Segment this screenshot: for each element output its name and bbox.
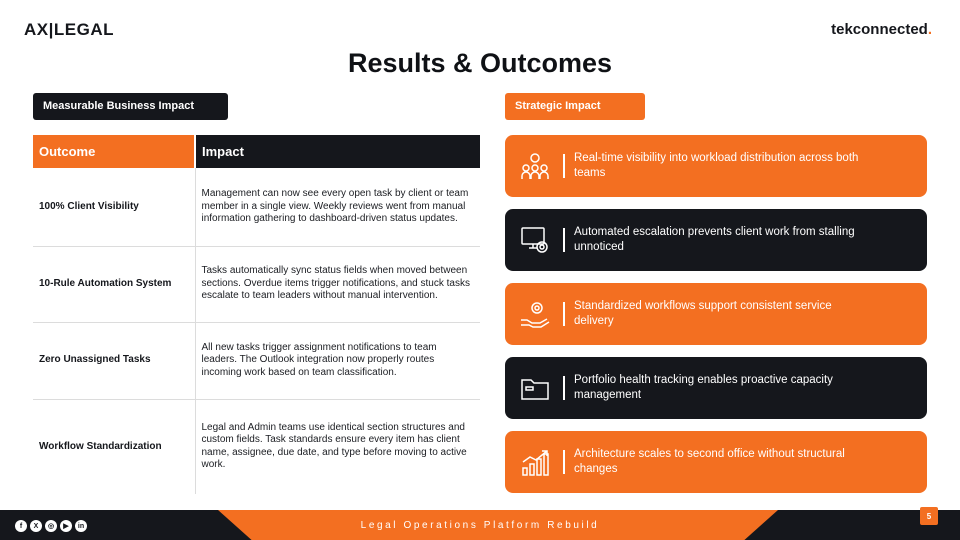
team-gear-icon xyxy=(518,149,552,183)
card-divider xyxy=(563,302,565,326)
growth-chart-icon xyxy=(518,445,552,479)
youtube-icon[interactable]: ▶ xyxy=(60,520,72,532)
impact-cell: All new tasks trigger assignment notifications to team leaders. The Outlook integration now properly routes incoming work based on team classification. xyxy=(195,322,480,399)
table-header-row xyxy=(33,135,480,168)
table-row xyxy=(33,246,480,322)
impact-cell: Tasks automatically sync status fields when moved between sections. Overdue items trigger notifications, and stuck tasks escalate to team leaders without manual intervention. xyxy=(195,246,480,322)
strategic-card xyxy=(505,357,927,419)
card-text: Automated escalation prevents client work from stalling unnoticed xyxy=(574,226,855,253)
tekconnected-logo-dot: . xyxy=(927,21,932,38)
card-text: Real-time visibility into workload distribution across both teams xyxy=(574,152,859,179)
card-divider xyxy=(563,228,565,252)
linkedin-icon[interactable]: in xyxy=(75,520,87,532)
table-row xyxy=(33,399,480,494)
footer-title: Legal Operations Platform Rebuild xyxy=(360,520,600,531)
strategic-card xyxy=(505,431,927,493)
facebook-icon[interactable]: f xyxy=(15,520,27,532)
monitor-gear-icon xyxy=(518,223,552,257)
folder-icon xyxy=(518,371,552,405)
strategic-card xyxy=(505,135,927,197)
tekconnected-logo xyxy=(831,21,932,38)
card-divider xyxy=(563,376,565,400)
card-text: Architecture scales to second office without structural changes xyxy=(574,448,845,475)
outcome-column-header: Outcome xyxy=(33,135,195,168)
measurable-impact-badge: Measurable Business Impact xyxy=(33,93,228,120)
hand-gear-icon xyxy=(518,297,552,331)
page-number: 5 xyxy=(920,507,938,525)
axlegal-logo: AX|LEGAL xyxy=(24,20,114,39)
impact-cell: Legal and Admin teams use identical section structures and custom fields. Task standards ensure every item has client name, assignee, due date, and type before moving to active work. xyxy=(201,421,467,471)
outcome-cell: Zero Unassigned Tasks xyxy=(33,322,195,399)
instagram-icon[interactable]: ◎ xyxy=(45,520,57,532)
impact-cell: Management can now see every open task by client or team member in a single view. Weekly reviews went from manual information gathering to dashboard-driven status updates. xyxy=(195,168,480,246)
outcome-cell: 100% Client Visibility xyxy=(33,168,195,246)
card-text: Standardized workflows support consistent service delivery xyxy=(574,300,832,327)
strategic-card xyxy=(505,209,927,271)
x-icon[interactable]: X xyxy=(30,520,42,532)
table-row xyxy=(33,322,480,399)
tekconnected-logo-text: tekconnected xyxy=(831,21,928,38)
impact-column-header: Impact xyxy=(195,135,480,168)
card-divider xyxy=(563,154,565,178)
table-row xyxy=(33,168,480,246)
outcome-cell: Workflow Standardization xyxy=(33,399,195,494)
outcomes-table xyxy=(33,135,480,494)
page-title: Results & Outcomes xyxy=(347,48,613,78)
social-links xyxy=(15,520,87,532)
outcome-cell: 10-Rule Automation System xyxy=(33,246,195,322)
strategic-impact-badge: Strategic Impact xyxy=(505,93,645,120)
card-text: Portfolio health tracking enables proactive capacity management xyxy=(574,374,833,401)
strategic-card xyxy=(505,283,927,345)
card-divider xyxy=(563,450,565,474)
